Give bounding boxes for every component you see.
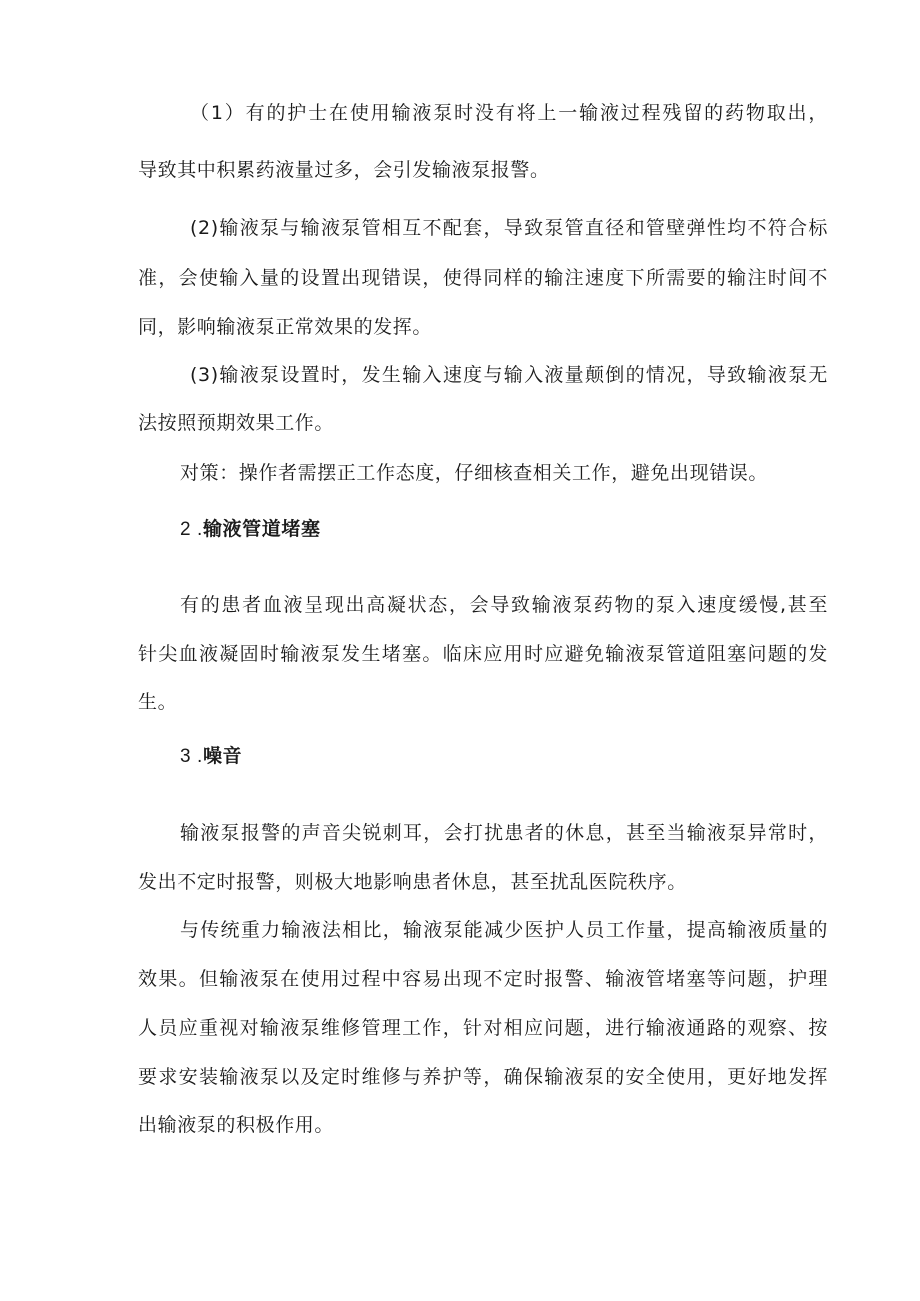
paragraph-4-line-1: 对策：操作者需摆正工作态度，仔细核查相关工作，避免出现错误。 xyxy=(180,462,769,484)
paragraph-2-line-3: 同，影响输液泵正常效果的发挥。 xyxy=(138,316,433,338)
section-heading-3 xyxy=(180,743,242,770)
paragraph-6-line-2: 发出不定时报警，则极大地影响患者休息，甚至扰乱医院秩序。 xyxy=(138,871,687,893)
paragraph-7-line-2: 效果。但输液泵在使用过程中容易出现不定时报警、输液管堵塞等问题，护理 xyxy=(138,968,828,990)
paragraph-7-line-5: 出输液泵的积极作用。 xyxy=(138,1114,335,1136)
section-heading-2-title: 输液管道堵塞 xyxy=(202,518,321,540)
paragraph-3-line-2: 法按照预期效果工作。 xyxy=(138,412,335,434)
paragraph-5-line-2: 针尖血液凝固时输液泵发生堵塞。临床应用时应避免输液泵管道阻塞问题的发 xyxy=(138,643,828,665)
paragraph-7-line-4: 要求安装输液泵以及定时维修与养护等，确保输液泵的安全使用，更好地发挥 xyxy=(138,1066,828,1088)
paragraph-5-line-3: 生。 xyxy=(138,691,178,713)
section-heading-3-number: 3 . xyxy=(180,746,203,767)
section-heading-3-title: 噪音 xyxy=(202,745,243,767)
paragraph-3-line-1: (3)输液泵设置时，发生输入速度与输入液量颠倒的情况，导致输液泵无 xyxy=(190,364,828,386)
section-heading-2 xyxy=(180,516,321,543)
paragraph-2-line-2: 准，会使输入量的设置出现错误，使得同样的输注速度下所需要的输注时间不 xyxy=(138,267,828,289)
paragraph-2-line-1: (2)输液泵与输液泵管相互不配套，导致泵管直径和管壁弹性均不符合标 xyxy=(190,217,828,239)
paragraph-1-line-2: 导致其中积累药液量过多，会引发输液泵报警。 xyxy=(138,159,550,181)
paragraph-7-line-1: 与传统重力输液法相比，输液泵能减少医护人员工作量，提高输液质量的 xyxy=(180,919,828,941)
section-heading-2-number: 2 . xyxy=(180,519,203,540)
paragraph-5-line-1: 有的患者血液呈现出高凝状态，会导致输液泵药物的泵入速度缓慢,甚至 xyxy=(180,594,828,616)
paragraph-1-line-1: （1）有的护士在使用输液泵时没有将上一输液过程残留的药物取出， xyxy=(190,102,828,124)
paragraph-7-line-3: 人员应重视对输液泵维修管理工作，针对相应问题，进行输液通路的观察、按 xyxy=(138,1017,828,1039)
paragraph-6-line-1: 输液泵报警的声音尖锐刺耳，会打扰患者的休息，甚至当输液泵异常时， xyxy=(180,822,828,844)
